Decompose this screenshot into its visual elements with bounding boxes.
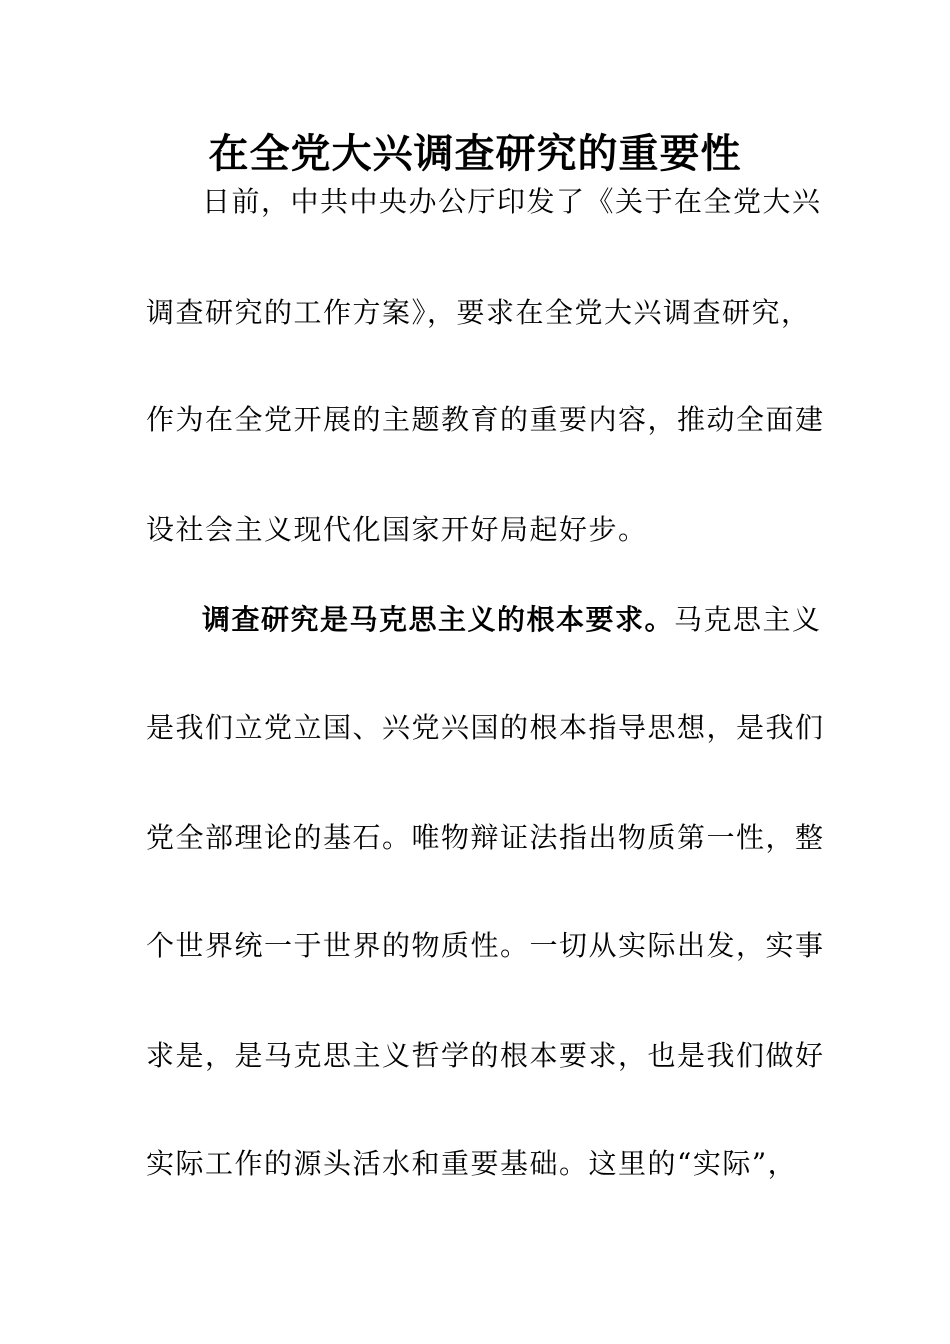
paragraph-1-line-4: 设社会主义现代化国家开好局起好步。	[146, 513, 648, 546]
paragraph-2-line-3: 党全部理论的基石。唯物辩证法指出物质第一性，整	[146, 821, 825, 854]
paragraph-2-line-6: 实际工作的源头活水和重要基础。这里的“实际”，	[146, 1147, 798, 1180]
paragraph-1-line-1: 日前，中共中央办公厅印发了《关于在全党大兴	[202, 185, 822, 218]
paragraph-2-lead-rest: 马克思主义	[674, 603, 822, 636]
paragraph-2-line-5: 求是，是马克思主义哲学的根本要求，也是我们做好	[146, 1039, 825, 1072]
paragraph-2-line-1	[202, 600, 872, 640]
paragraph-2-lead-bold: 调查研究是马克思主义的根本要求。	[202, 603, 675, 636]
paragraph-2-line-4: 个世界统一于世界的物质性。一切从实际出发，实事	[146, 929, 825, 962]
paragraph-2-line-2: 是我们立党立国、兴党兴国的根本指导思想，是我们	[146, 711, 825, 744]
paragraph-1-line-2: 调查研究的工作方案》，要求在全党大兴调查研究，	[146, 296, 811, 329]
document-title: 在全党大兴调查研究的重要性	[208, 131, 742, 177]
paragraph-1-line-3: 作为在全党开展的主题教育的重要内容，推动全面建	[146, 403, 825, 436]
